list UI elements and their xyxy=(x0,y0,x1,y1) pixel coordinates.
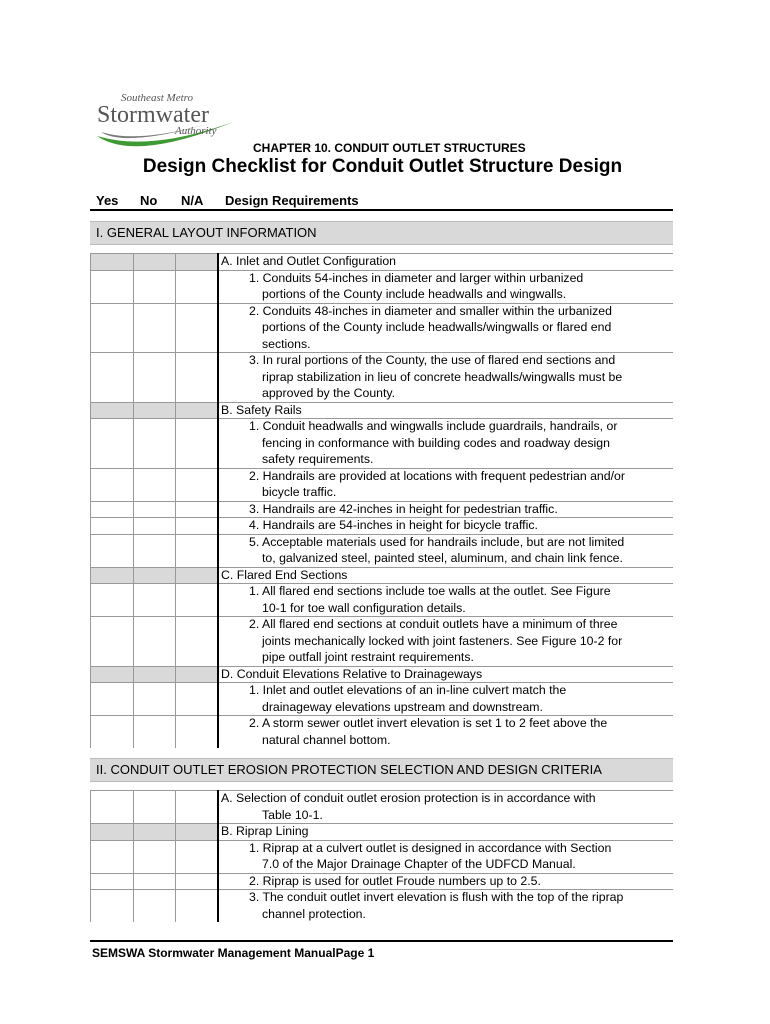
checklist-row xyxy=(90,906,673,923)
checkbox-no[interactable] xyxy=(133,823,175,840)
checklist-row xyxy=(90,517,673,534)
checkbox-na[interactable] xyxy=(175,715,217,732)
column-divider xyxy=(90,253,91,748)
requirement-text: A. Selection of conduit outlet erosion protection is in accordance with xyxy=(221,791,596,805)
checkbox-na[interactable] xyxy=(175,840,217,857)
checkbox-yes[interactable] xyxy=(90,906,133,923)
checklist-row xyxy=(90,732,673,749)
checkbox-no[interactable] xyxy=(133,303,175,320)
checkbox-yes[interactable] xyxy=(90,418,133,435)
requirement-text: 4. Handrails are 54-inches in height for bicycle traffic. xyxy=(249,518,538,532)
checkbox-no[interactable] xyxy=(133,732,175,749)
checkbox-yes[interactable] xyxy=(90,699,133,716)
checkbox-na[interactable] xyxy=(175,352,217,369)
checkbox-no[interactable] xyxy=(133,856,175,873)
chapter-heading: CHAPTER 10. CONDUIT OUTLET STRUCTURES xyxy=(253,141,526,155)
checkbox-no[interactable] xyxy=(133,270,175,287)
requirement-text: 2. A storm sewer outlet invert elevation is set 1 to 2 feet above the xyxy=(249,716,608,730)
checkbox-na[interactable] xyxy=(175,270,217,287)
checklist-row xyxy=(90,790,673,807)
checkbox-no[interactable] xyxy=(133,583,175,600)
checkbox-no[interactable] xyxy=(133,666,175,683)
checklist-row xyxy=(90,336,673,353)
checkbox-yes[interactable] xyxy=(90,501,133,518)
checkbox-no[interactable] xyxy=(133,649,175,666)
checklist-row xyxy=(90,468,673,485)
checklist-row xyxy=(90,889,673,906)
checkbox-yes[interactable] xyxy=(90,616,133,633)
checkbox-na[interactable] xyxy=(175,501,217,518)
checkbox-no[interactable] xyxy=(133,567,175,584)
checkbox-no[interactable] xyxy=(133,840,175,857)
requirement-text: joints mechanically locked with joint fasteners. See Figure 10-2 for xyxy=(262,633,623,648)
checkbox-no[interactable] xyxy=(133,889,175,906)
checklist-row xyxy=(90,550,673,567)
checkbox-no[interactable] xyxy=(133,253,175,270)
requirement-text: 2. Conduits 48-inches in diameter and smaller within the urbanized xyxy=(249,303,612,318)
checkbox-yes[interactable] xyxy=(90,484,133,501)
checkbox-no[interactable] xyxy=(133,501,175,518)
checkbox-yes[interactable] xyxy=(90,550,133,567)
checkbox-na[interactable] xyxy=(175,906,217,923)
requirement-text: A. Inlet and Outlet Configuration xyxy=(221,254,396,268)
checkbox-yes[interactable] xyxy=(90,823,133,840)
checkbox-na[interactable] xyxy=(175,873,217,890)
checkbox-no[interactable] xyxy=(133,484,175,501)
checklist-row xyxy=(90,649,673,666)
checkbox-yes[interactable] xyxy=(90,303,133,320)
checkbox-yes[interactable] xyxy=(90,715,133,732)
checkbox-yes[interactable] xyxy=(90,856,133,873)
requirement-text: approved by the County. xyxy=(262,386,396,400)
checkbox-no[interactable] xyxy=(133,616,175,633)
checkbox-na[interactable] xyxy=(175,666,217,683)
checkbox-na[interactable] xyxy=(175,336,217,353)
checkbox-yes[interactable] xyxy=(90,385,133,402)
checkbox-no[interactable] xyxy=(133,699,175,716)
checkbox-na[interactable] xyxy=(175,889,217,906)
checklist-row xyxy=(90,369,673,386)
requirement-text: pipe outfall joint restraint requirements. xyxy=(262,650,474,664)
checkbox-na[interactable] xyxy=(175,303,217,320)
checkbox-yes[interactable] xyxy=(90,583,133,600)
column-divider xyxy=(175,253,176,748)
checklist-row xyxy=(90,352,673,369)
checklist-row xyxy=(90,319,673,336)
checkbox-no[interactable] xyxy=(133,468,175,485)
checkbox-na[interactable] xyxy=(175,600,217,617)
requirement-text: 1. All flared end sections include toe walls at the outlet. See Figure xyxy=(249,584,611,598)
checkbox-na[interactable] xyxy=(175,732,217,749)
requirement-text: B. Riprap Lining xyxy=(221,824,309,838)
checklist-row xyxy=(90,873,673,890)
checklist-row xyxy=(90,286,673,303)
checkbox-na[interactable] xyxy=(175,402,217,419)
requirement-text: 5. Acceptable materials used for handrails include, but are not limited xyxy=(249,534,625,549)
checkbox-yes[interactable] xyxy=(90,468,133,485)
column-divider xyxy=(90,790,91,922)
requirement-text: 1. Conduit headwalls and wingwalls include guardrails, handrails, or xyxy=(249,419,618,433)
checkbox-no[interactable] xyxy=(133,435,175,452)
requirement-text: fencing in conformance with building codes and roadway design xyxy=(262,435,610,450)
requirement-text: to, galvanized steel, painted steel, aluminum, and chain link fence. xyxy=(262,551,623,565)
checkbox-na[interactable] xyxy=(175,468,217,485)
checkbox-na[interactable] xyxy=(175,319,217,336)
column-divider xyxy=(133,253,134,748)
header-rule xyxy=(90,209,673,211)
checkbox-na[interactable] xyxy=(175,385,217,402)
checkbox-yes[interactable] xyxy=(90,682,133,699)
checklist-row xyxy=(90,253,673,270)
section-1-checklist xyxy=(90,253,673,748)
checkbox-yes[interactable] xyxy=(90,451,133,468)
section-1-heading: I. GENERAL LAYOUT INFORMATION xyxy=(90,221,673,245)
checklist-row xyxy=(90,534,673,551)
requirement-text: 3. In rural portions of the County, the use of flared end sections and xyxy=(249,353,616,367)
checkbox-yes[interactable] xyxy=(90,600,133,617)
checkbox-yes[interactable] xyxy=(90,352,133,369)
checklist-row xyxy=(90,484,673,501)
checkbox-no[interactable] xyxy=(133,418,175,435)
requirement-text: 1. Riprap at a culvert outlet is designed in accordance with Section xyxy=(249,840,612,855)
logo-line1: Southeast Metro xyxy=(121,92,193,104)
requirement-text: C. Flared End Sections xyxy=(221,567,348,582)
checkbox-na[interactable] xyxy=(175,517,217,534)
checkbox-na[interactable] xyxy=(175,699,217,716)
requirement-text: riprap stabilization in lieu of concrete headwalls/wingwalls must be xyxy=(262,369,623,384)
checklist-row xyxy=(90,715,673,732)
checkbox-yes[interactable] xyxy=(90,435,133,452)
requirement-text: 10-1 for toe wall configuration details. xyxy=(262,600,466,615)
checkbox-yes[interactable] xyxy=(90,666,133,683)
checkbox-yes[interactable] xyxy=(90,517,133,534)
checkbox-na[interactable] xyxy=(175,682,217,699)
footer-rule xyxy=(90,940,673,942)
requirement-text: bicycle traffic. xyxy=(262,485,337,499)
checklist-row xyxy=(90,435,673,452)
checkbox-na[interactable] xyxy=(175,369,217,386)
checkbox-no[interactable] xyxy=(133,534,175,551)
checklist-row xyxy=(90,616,673,633)
checkbox-no[interactable] xyxy=(133,402,175,419)
checkbox-no[interactable] xyxy=(133,517,175,534)
checkbox-na[interactable] xyxy=(175,286,217,303)
checkbox-yes[interactable] xyxy=(90,270,133,287)
checkbox-na[interactable] xyxy=(175,567,217,584)
checkbox-no[interactable] xyxy=(133,550,175,567)
checkbox-na[interactable] xyxy=(175,856,217,873)
requirement-text: Table 10-1. xyxy=(262,807,323,822)
footer-text: SEMSWA Stormwater Management ManualPage 1 xyxy=(92,946,375,960)
requirement-text: natural channel bottom. xyxy=(262,732,391,747)
checkbox-no[interactable] xyxy=(133,352,175,369)
section-2-heading: II. CONDUIT OUTLET EROSION PROTECTION SELECTION AND DESIGN CRITERIA xyxy=(90,758,673,782)
checklist-row xyxy=(90,666,673,683)
checkbox-yes[interactable] xyxy=(90,336,133,353)
checkbox-yes[interactable] xyxy=(90,732,133,749)
checklist-row xyxy=(90,840,673,857)
checkbox-yes[interactable] xyxy=(90,286,133,303)
checklist-row xyxy=(90,856,673,873)
checklist-row xyxy=(90,633,673,650)
checkbox-no[interactable] xyxy=(133,385,175,402)
column-divider xyxy=(133,790,134,922)
checklist-row xyxy=(90,270,673,287)
checklist-row xyxy=(90,567,673,584)
checklist-row xyxy=(90,385,673,402)
checkbox-yes[interactable] xyxy=(90,649,133,666)
requirement-text: 3. Handrails are 42-inches in height for pedestrian traffic. xyxy=(249,501,558,516)
checklist-row xyxy=(90,303,673,320)
checkbox-no[interactable] xyxy=(133,807,175,824)
checkbox-yes[interactable] xyxy=(90,253,133,270)
checkbox-na[interactable] xyxy=(175,451,217,468)
checkbox-no[interactable] xyxy=(133,873,175,890)
checkbox-yes[interactable] xyxy=(90,402,133,419)
checkbox-yes[interactable] xyxy=(90,889,133,906)
checkbox-yes[interactable] xyxy=(90,567,133,584)
requirement-text: sections. xyxy=(262,336,311,351)
checkbox-no[interactable] xyxy=(133,715,175,732)
requirement-text: 1. Conduits 54-inches in diameter and larger within urbanized xyxy=(249,270,584,285)
checkbox-yes[interactable] xyxy=(90,534,133,551)
requirement-text: 7.0 of the Major Drainage Chapter of the UDFCD Manual. xyxy=(262,857,576,871)
checkbox-yes[interactable] xyxy=(90,790,133,807)
col-requirements: Design Requirements xyxy=(225,193,359,208)
requirement-text: drainageway elevations upstream and downstream. xyxy=(262,699,543,714)
checklist-row xyxy=(90,418,673,435)
column-divider xyxy=(217,253,219,748)
checklist-row xyxy=(90,600,673,617)
checkbox-na[interactable] xyxy=(175,790,217,807)
checkbox-no[interactable] xyxy=(133,336,175,353)
checkbox-yes[interactable] xyxy=(90,840,133,857)
checkbox-no[interactable] xyxy=(133,906,175,923)
checkbox-no[interactable] xyxy=(133,369,175,386)
checkbox-na[interactable] xyxy=(175,550,217,567)
checkbox-no[interactable] xyxy=(133,600,175,617)
checklist-row xyxy=(90,451,673,468)
column-divider xyxy=(175,790,176,922)
requirement-text: B. Safety Rails xyxy=(221,402,302,417)
requirement-text: 1. Inlet and outlet elevations of an in-line culvert match the xyxy=(249,683,567,697)
requirement-text: safety requirements. xyxy=(262,452,374,466)
checkbox-yes[interactable] xyxy=(90,807,133,824)
requirement-text: 2. Riprap is used for outlet Froude numbers up to 2.5. xyxy=(249,873,541,888)
checkbox-na[interactable] xyxy=(175,633,217,650)
checklist-row xyxy=(90,823,673,840)
column-divider xyxy=(217,790,219,922)
checkbox-na[interactable] xyxy=(175,418,217,435)
checkbox-na[interactable] xyxy=(175,534,217,551)
checkbox-no[interactable] xyxy=(133,682,175,699)
checklist-row xyxy=(90,583,673,600)
checkbox-yes[interactable] xyxy=(90,369,133,386)
page-title: Design Checklist for Conduit Outlet Structure Design xyxy=(142,156,623,177)
checkbox-na[interactable] xyxy=(175,435,217,452)
checkbox-yes[interactable] xyxy=(90,873,133,890)
checklist-row xyxy=(90,682,673,699)
requirement-text: portions of the County include headwalls/wingwalls or flared end xyxy=(262,320,612,334)
checklist-row xyxy=(90,807,673,824)
requirement-text: 2. All flared end sections at conduit outlets have a minimum of three xyxy=(249,617,618,631)
checkbox-na[interactable] xyxy=(175,823,217,840)
checklist-row xyxy=(90,501,673,518)
checkbox-na[interactable] xyxy=(175,649,217,666)
checklist-row xyxy=(90,699,673,716)
logo-line2: Stormwater xyxy=(97,102,209,128)
checkbox-na[interactable] xyxy=(175,583,217,600)
checkbox-na[interactable] xyxy=(175,253,217,270)
checkbox-na[interactable] xyxy=(175,807,217,824)
requirement-text: 2. Handrails are provided at locations with frequent pedestrian and/or xyxy=(249,468,625,483)
checkbox-no[interactable] xyxy=(133,286,175,303)
logo-line3: Authority xyxy=(175,125,217,137)
checklist-row xyxy=(90,402,673,419)
checkbox-yes[interactable] xyxy=(90,633,133,650)
checkbox-na[interactable] xyxy=(175,484,217,501)
col-na: N/A xyxy=(181,193,204,208)
checkbox-no[interactable] xyxy=(133,633,175,650)
section-2-checklist xyxy=(90,790,673,922)
checkbox-yes[interactable] xyxy=(90,319,133,336)
checkbox-no[interactable] xyxy=(133,319,175,336)
col-yes: Yes xyxy=(96,193,119,208)
requirement-text: channel protection. xyxy=(262,906,366,921)
checkbox-na[interactable] xyxy=(175,616,217,633)
requirement-text: 3. The conduit outlet invert elevation is flush with the top of the riprap xyxy=(249,890,624,904)
semswa-logo xyxy=(95,92,235,154)
checkbox-no[interactable] xyxy=(133,790,175,807)
checkbox-no[interactable] xyxy=(133,451,175,468)
requirement-text: D. Conduit Elevations Relative to Drainageways xyxy=(221,666,483,681)
col-no: No xyxy=(140,193,158,208)
requirement-text: portions of the County include headwalls and wingwalls. xyxy=(262,287,567,301)
